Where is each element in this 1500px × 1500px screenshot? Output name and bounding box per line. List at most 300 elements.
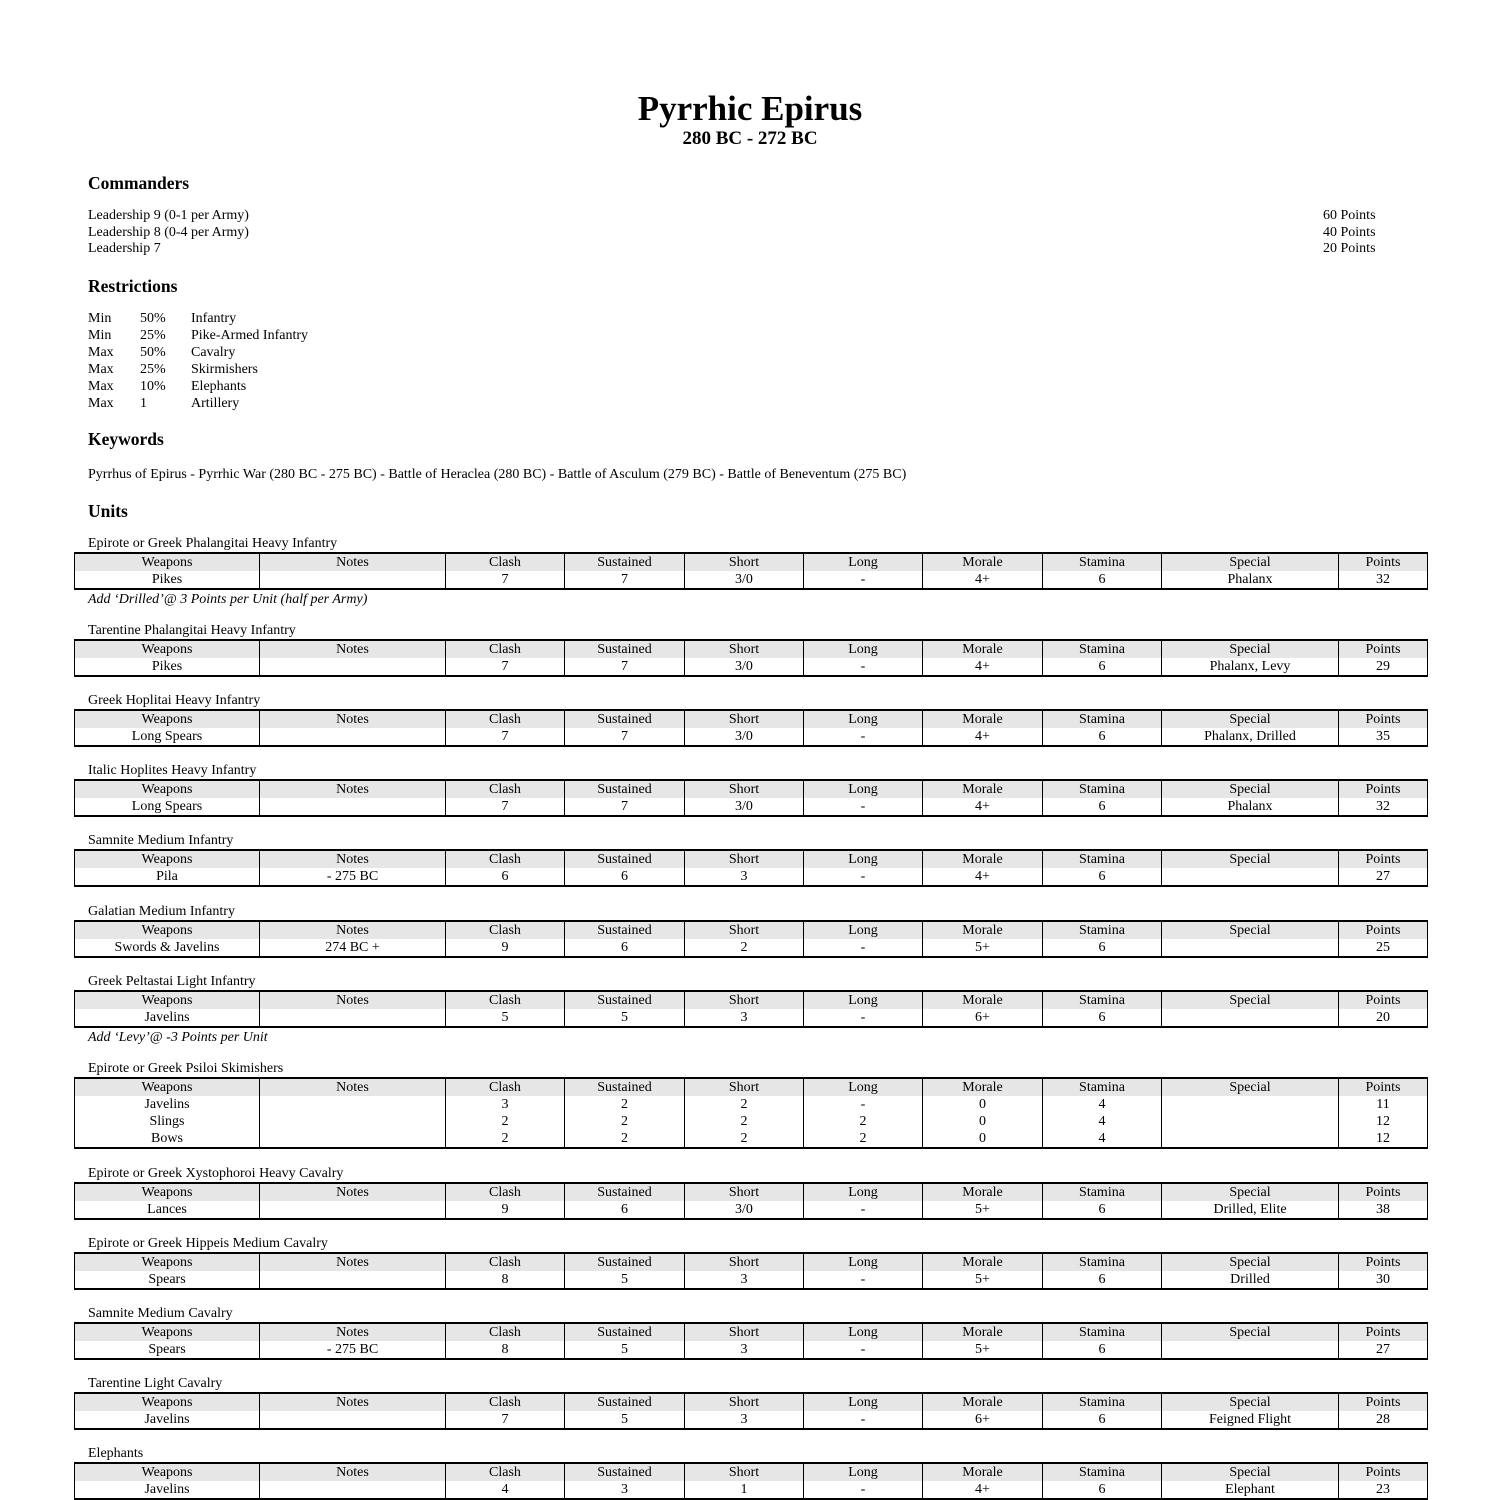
- table-cell: 3: [565, 1481, 685, 1499]
- table-cell: -: [804, 1009, 923, 1027]
- table-cell: 5: [565, 1271, 685, 1289]
- table-cell: Slings: [75, 1113, 260, 1130]
- column-header: Short: [685, 1253, 804, 1271]
- column-header: Points: [1339, 1253, 1428, 1271]
- table-cell: 3/0: [685, 798, 804, 816]
- unit-stats-table: [74, 552, 1428, 590]
- unit-block: [74, 535, 1427, 608]
- table-cell: 27: [1339, 1341, 1428, 1359]
- table-header-row: [75, 640, 1428, 658]
- unit-name: Epirote or Greek Phalangitai Heavy Infantry: [88, 536, 338, 551]
- table-cell: [1162, 868, 1339, 886]
- unit-block: [74, 1235, 1427, 1290]
- table-cell: [1162, 1009, 1339, 1027]
- restriction-row: [88, 310, 308, 327]
- unit-note: Add ‘Levy’@ -3 Points per Unit: [88, 1030, 268, 1045]
- commander-label: Leadership 7: [88, 241, 161, 256]
- table-cell: 7: [446, 798, 565, 816]
- table-cell: 4: [1043, 1113, 1162, 1130]
- table-cell: 6: [1043, 1009, 1162, 1027]
- table-cell: Spears: [75, 1341, 260, 1359]
- column-header: Weapons: [75, 1183, 260, 1201]
- column-header: Clash: [446, 780, 565, 798]
- table-cell: Drilled: [1162, 1271, 1339, 1289]
- unit-note: Add ‘Drilled’@ 3 Points per Unit (half per Army): [88, 592, 368, 607]
- column-header: Points: [1339, 1393, 1428, 1411]
- table-cell: Pikes: [75, 571, 260, 589]
- restriction-value: 10%: [140, 379, 166, 394]
- column-header: Clash: [446, 640, 565, 658]
- column-header: Sustained: [565, 710, 685, 728]
- column-header: Long: [804, 921, 923, 939]
- unit-name: Tarentine Light Cavalry: [88, 1376, 223, 1391]
- table-cell: 6: [1043, 939, 1162, 957]
- table-cell: 6: [1043, 1411, 1162, 1429]
- table-cell: 6: [565, 939, 685, 957]
- table-cell: [1162, 1096, 1339, 1113]
- table-cell: -: [804, 1341, 923, 1359]
- column-header: Special: [1162, 710, 1339, 728]
- column-header: Special: [1162, 1183, 1339, 1201]
- table-cell: 3: [685, 1411, 804, 1429]
- table-row: [75, 1271, 1428, 1289]
- restriction-category: Skirmishers: [191, 362, 258, 377]
- column-header: Morale: [923, 1463, 1043, 1481]
- table-cell: Swords & Javelins: [75, 939, 260, 957]
- table-cell: Long Spears: [75, 728, 260, 746]
- unit-block: [74, 622, 1427, 677]
- column-header: Special: [1162, 1323, 1339, 1341]
- column-header: Sustained: [565, 1253, 685, 1271]
- column-header: Morale: [923, 850, 1043, 868]
- unit-stats-table: [74, 920, 1428, 958]
- table-cell: 5: [565, 1411, 685, 1429]
- table-cell: 9: [446, 1201, 565, 1219]
- unit-name: Samnite Medium Cavalry: [88, 1306, 233, 1321]
- column-header: Notes: [260, 1393, 446, 1411]
- table-cell: 6: [1043, 1201, 1162, 1219]
- unit-name: Tarentine Phalangitai Heavy Infantry: [88, 623, 296, 638]
- column-header: Morale: [923, 640, 1043, 658]
- column-header: Morale: [923, 710, 1043, 728]
- commander-points: 20 Points: [1323, 241, 1376, 256]
- table-row: [75, 1130, 1428, 1148]
- restriction-type: Max: [88, 345, 114, 360]
- table-cell: 1: [685, 1481, 804, 1499]
- table-cell: 5+: [923, 1271, 1043, 1289]
- table-header-row: [75, 553, 1428, 571]
- table-row: [75, 1113, 1428, 1130]
- column-header: Morale: [923, 991, 1043, 1009]
- column-header: Clash: [446, 553, 565, 571]
- restrictions-heading: Restrictions: [88, 276, 178, 296]
- unit-stats-table: [74, 1392, 1428, 1430]
- table-cell: 7: [565, 658, 685, 676]
- table-cell: Spears: [75, 1271, 260, 1289]
- unit-name: Samnite Medium Infantry: [88, 833, 234, 848]
- table-cell: [1162, 1113, 1339, 1130]
- unit-name: Epirote or Greek Hippeis Medium Cavalry: [88, 1236, 328, 1251]
- column-header: Stamina: [1043, 553, 1162, 571]
- column-header: Points: [1339, 1183, 1428, 1201]
- column-header: Points: [1339, 553, 1428, 571]
- table-cell: Long Spears: [75, 798, 260, 816]
- table-cell: [260, 1113, 446, 1130]
- column-header: Special: [1162, 1393, 1339, 1411]
- restriction-row: [88, 395, 308, 412]
- column-header: Weapons: [75, 850, 260, 868]
- column-header: Weapons: [75, 921, 260, 939]
- column-header: Special: [1162, 1078, 1339, 1096]
- table-cell: 3: [685, 868, 804, 886]
- column-header: Short: [685, 921, 804, 939]
- column-header: Notes: [260, 850, 446, 868]
- table-cell: 2: [804, 1113, 923, 1130]
- table-cell: 32: [1339, 571, 1428, 589]
- table-row: [75, 939, 1428, 957]
- commanders-heading: Commanders: [88, 173, 190, 193]
- column-header: Long: [804, 991, 923, 1009]
- table-cell: 9: [446, 939, 565, 957]
- table-cell: 2: [446, 1113, 565, 1130]
- table-cell: Phalanx, Drilled: [1162, 728, 1339, 746]
- column-header: Clash: [446, 1078, 565, 1096]
- table-cell: -: [804, 798, 923, 816]
- column-header: Sustained: [565, 780, 685, 798]
- table-cell: -: [804, 571, 923, 589]
- column-header: Sustained: [565, 1393, 685, 1411]
- table-cell: -: [804, 1481, 923, 1499]
- column-header: Special: [1162, 921, 1339, 939]
- table-cell: 6: [1043, 798, 1162, 816]
- unit-stats-table: [74, 1322, 1428, 1360]
- column-header: Clash: [446, 1463, 565, 1481]
- keywords-text: Pyrrhus of Epirus - Pyrrhic War (280 BC - 275 BC) - Battle of Heraclea (280 BC) - Battle of Asculum (279 BC) - Battle of Beneventum (275 BC): [88, 467, 907, 482]
- column-header: Points: [1339, 710, 1428, 728]
- unit-stats-table: [74, 849, 1428, 887]
- table-cell: 5+: [923, 939, 1043, 957]
- column-header: Stamina: [1043, 1323, 1162, 1341]
- table-cell: Lances: [75, 1201, 260, 1219]
- commander-points: 60 Points: [1323, 208, 1376, 223]
- table-cell: 3: [685, 1271, 804, 1289]
- table-cell: 5+: [923, 1201, 1043, 1219]
- restriction-category: Elephants: [191, 379, 247, 394]
- table-row: [75, 728, 1428, 746]
- table-cell: 5: [565, 1009, 685, 1027]
- column-header: Long: [804, 1323, 923, 1341]
- column-header: Long: [804, 1253, 923, 1271]
- column-header: Clash: [446, 710, 565, 728]
- column-header: Stamina: [1043, 780, 1162, 798]
- column-header: Morale: [923, 921, 1043, 939]
- table-cell: - 275 BC: [260, 1341, 446, 1359]
- table-header-row: [75, 1078, 1428, 1096]
- table-cell: 2: [685, 1113, 804, 1130]
- table-cell: 3/0: [685, 658, 804, 676]
- unit-stats-table: [74, 1077, 1428, 1149]
- table-cell: [260, 728, 446, 746]
- table-cell: 6+: [923, 1411, 1043, 1429]
- column-header: Weapons: [75, 640, 260, 658]
- unit-block: [74, 1305, 1427, 1360]
- column-header: Special: [1162, 780, 1339, 798]
- column-header: Long: [804, 710, 923, 728]
- unit-name: Epirote or Greek Psiloi Skimishers: [88, 1061, 284, 1076]
- column-header: Sustained: [565, 553, 685, 571]
- table-header-row: [75, 921, 1428, 939]
- unit-stats-table: [74, 779, 1428, 817]
- table-header-row: [75, 850, 1428, 868]
- table-cell: 2: [565, 1096, 685, 1113]
- table-cell: 274 BC +: [260, 939, 446, 957]
- table-cell: 2: [565, 1130, 685, 1148]
- table-cell: 20: [1339, 1009, 1428, 1027]
- table-row: [75, 1341, 1428, 1359]
- table-cell: 32: [1339, 798, 1428, 816]
- column-header: Stamina: [1043, 850, 1162, 868]
- restriction-row: [88, 327, 308, 344]
- table-cell: 2: [685, 1096, 804, 1113]
- column-header: Short: [685, 1183, 804, 1201]
- column-header: Sustained: [565, 921, 685, 939]
- restriction-type: Min: [88, 328, 112, 343]
- column-header: Morale: [923, 1393, 1043, 1411]
- restrictions-list: [88, 310, 308, 412]
- column-header: Notes: [260, 1078, 446, 1096]
- column-header: Special: [1162, 1463, 1339, 1481]
- column-header: Weapons: [75, 1463, 260, 1481]
- column-header: Notes: [260, 780, 446, 798]
- table-cell: 6: [565, 1201, 685, 1219]
- column-header: Stamina: [1043, 1393, 1162, 1411]
- table-header-row: [75, 780, 1428, 798]
- table-cell: 35: [1339, 728, 1428, 746]
- table-cell: Drilled, Elite: [1162, 1201, 1339, 1219]
- restriction-row: [88, 378, 308, 395]
- page-subtitle: 280 BC - 272 BC: [682, 128, 818, 149]
- table-cell: [260, 1130, 446, 1148]
- column-header: Notes: [260, 640, 446, 658]
- table-cell: 3: [685, 1009, 804, 1027]
- unit-name: Italic Hoplites Heavy Infantry: [88, 763, 257, 778]
- table-row: [75, 868, 1428, 886]
- column-header: Short: [685, 991, 804, 1009]
- column-header: Sustained: [565, 1183, 685, 1201]
- table-cell: [260, 1009, 446, 1027]
- column-header: Weapons: [75, 553, 260, 571]
- table-cell: 7: [446, 728, 565, 746]
- table-row: [75, 1201, 1428, 1219]
- column-header: Clash: [446, 850, 565, 868]
- table-cell: 4+: [923, 658, 1043, 676]
- unit-block: [74, 832, 1427, 887]
- column-header: Long: [804, 1078, 923, 1096]
- unit-stats-table: [74, 990, 1428, 1028]
- table-cell: 27: [1339, 868, 1428, 886]
- table-header-row: [75, 1393, 1428, 1411]
- table-cell: 4+: [923, 728, 1043, 746]
- table-cell: 3: [685, 1341, 804, 1359]
- table-cell: 12: [1339, 1130, 1428, 1148]
- column-header: Short: [685, 1463, 804, 1481]
- unit-block: [74, 1445, 1427, 1500]
- unit-name: Greek Hoplitai Heavy Infantry: [88, 693, 261, 708]
- unit-stats-table: [74, 1252, 1428, 1290]
- table-cell: [260, 798, 446, 816]
- table-cell: 2: [446, 1130, 565, 1148]
- table-cell: 3: [446, 1096, 565, 1113]
- column-header: Notes: [260, 1463, 446, 1481]
- column-header: Notes: [260, 1183, 446, 1201]
- table-cell: 4+: [923, 798, 1043, 816]
- column-header: Points: [1339, 640, 1428, 658]
- column-header: Notes: [260, 553, 446, 571]
- keywords-heading: Keywords: [88, 429, 164, 449]
- column-header: Sustained: [565, 640, 685, 658]
- table-cell: 3/0: [685, 728, 804, 746]
- table-cell: 28: [1339, 1411, 1428, 1429]
- table-cell: Phalanx: [1162, 798, 1339, 816]
- table-cell: 6: [1043, 1341, 1162, 1359]
- table-cell: 4: [1043, 1130, 1162, 1148]
- table-header-row: [75, 1253, 1428, 1271]
- unit-block: [74, 1060, 1427, 1149]
- column-header: Morale: [923, 1323, 1043, 1341]
- column-header: Morale: [923, 780, 1043, 798]
- table-row: [75, 571, 1428, 589]
- table-cell: 6: [446, 868, 565, 886]
- table-cell: 4+: [923, 571, 1043, 589]
- column-header: Weapons: [75, 1253, 260, 1271]
- column-header: Short: [685, 1078, 804, 1096]
- table-cell: 6: [1043, 868, 1162, 886]
- table-row: [75, 658, 1428, 676]
- table-cell: 6: [1043, 658, 1162, 676]
- table-cell: 8: [446, 1271, 565, 1289]
- column-header: Weapons: [75, 710, 260, 728]
- column-header: Long: [804, 640, 923, 658]
- column-header: Short: [685, 780, 804, 798]
- restriction-category: Cavalry: [191, 345, 236, 360]
- restriction-value: 25%: [140, 362, 166, 377]
- table-row: [75, 1009, 1428, 1027]
- commander-label: Leadership 8 (0-4 per Army): [88, 225, 249, 240]
- table-cell: -: [804, 939, 923, 957]
- table-cell: Feigned Flight: [1162, 1411, 1339, 1429]
- table-cell: [1162, 1341, 1339, 1359]
- table-cell: 2: [685, 939, 804, 957]
- column-header: Weapons: [75, 991, 260, 1009]
- table-cell: Pikes: [75, 658, 260, 676]
- unit-stats-table: [74, 709, 1428, 747]
- table-cell: [260, 1096, 446, 1113]
- table-cell: 6: [1043, 571, 1162, 589]
- table-cell: 3/0: [685, 1201, 804, 1219]
- column-header: Special: [1162, 1253, 1339, 1271]
- restriction-type: Max: [88, 362, 114, 377]
- table-header-row: [75, 1463, 1428, 1481]
- restriction-row: [88, 361, 308, 378]
- table-cell: 0: [923, 1096, 1043, 1113]
- table-cell: Javelins: [75, 1481, 260, 1499]
- column-header: Long: [804, 1183, 923, 1201]
- table-cell: 7: [446, 658, 565, 676]
- restriction-value: 25%: [140, 328, 166, 343]
- restriction-type: Max: [88, 379, 114, 394]
- column-header: Points: [1339, 850, 1428, 868]
- unit-block: [74, 1375, 1427, 1430]
- table-cell: 7: [446, 1411, 565, 1429]
- commander-points: 40 Points: [1323, 225, 1376, 240]
- table-cell: [260, 1271, 446, 1289]
- table-cell: [260, 1201, 446, 1219]
- table-cell: [1162, 1130, 1339, 1148]
- table-cell: Pila: [75, 868, 260, 886]
- column-header: Short: [685, 850, 804, 868]
- restriction-type: Max: [88, 396, 114, 411]
- table-header-row: [75, 991, 1428, 1009]
- unit-stats-table: [74, 1182, 1428, 1220]
- unit-stats-table: [74, 1462, 1428, 1500]
- column-header: Points: [1339, 1323, 1428, 1341]
- table-cell: 7: [565, 571, 685, 589]
- table-cell: 38: [1339, 1201, 1428, 1219]
- table-cell: -: [804, 728, 923, 746]
- column-header: Points: [1339, 1078, 1428, 1096]
- table-cell: 29: [1339, 658, 1428, 676]
- column-header: Notes: [260, 710, 446, 728]
- table-cell: 6: [1043, 728, 1162, 746]
- column-header: Morale: [923, 553, 1043, 571]
- table-cell: -: [804, 1096, 923, 1113]
- column-header: Clash: [446, 1393, 565, 1411]
- column-header: Special: [1162, 991, 1339, 1009]
- column-header: Clash: [446, 991, 565, 1009]
- table-cell: -: [804, 1411, 923, 1429]
- column-header: Points: [1339, 1463, 1428, 1481]
- unit-block: [74, 692, 1427, 747]
- column-header: Special: [1162, 640, 1339, 658]
- table-cell: 6: [1043, 1481, 1162, 1499]
- column-header: Sustained: [565, 850, 685, 868]
- table-cell: -: [804, 868, 923, 886]
- table-cell: 7: [565, 798, 685, 816]
- column-header: Notes: [260, 991, 446, 1009]
- table-cell: 4: [446, 1481, 565, 1499]
- column-header: Clash: [446, 1253, 565, 1271]
- column-header: Short: [685, 1393, 804, 1411]
- table-cell: - 275 BC: [260, 868, 446, 886]
- table-cell: [260, 571, 446, 589]
- column-header: Short: [685, 553, 804, 571]
- column-header: Clash: [446, 921, 565, 939]
- column-header: Weapons: [75, 1393, 260, 1411]
- table-cell: -: [804, 1201, 923, 1219]
- table-cell: 6: [565, 868, 685, 886]
- table-cell: 5+: [923, 1341, 1043, 1359]
- table-cell: 0: [923, 1130, 1043, 1148]
- column-header: Long: [804, 553, 923, 571]
- column-header: Short: [685, 710, 804, 728]
- column-header: Long: [804, 1393, 923, 1411]
- column-header: Weapons: [75, 1323, 260, 1341]
- table-cell: 3/0: [685, 571, 804, 589]
- table-row: [75, 1096, 1428, 1113]
- column-header: Sustained: [565, 991, 685, 1009]
- unit-name: Epirote or Greek Xystophoroi Heavy Cavalry: [88, 1166, 344, 1181]
- column-header: Stamina: [1043, 640, 1162, 658]
